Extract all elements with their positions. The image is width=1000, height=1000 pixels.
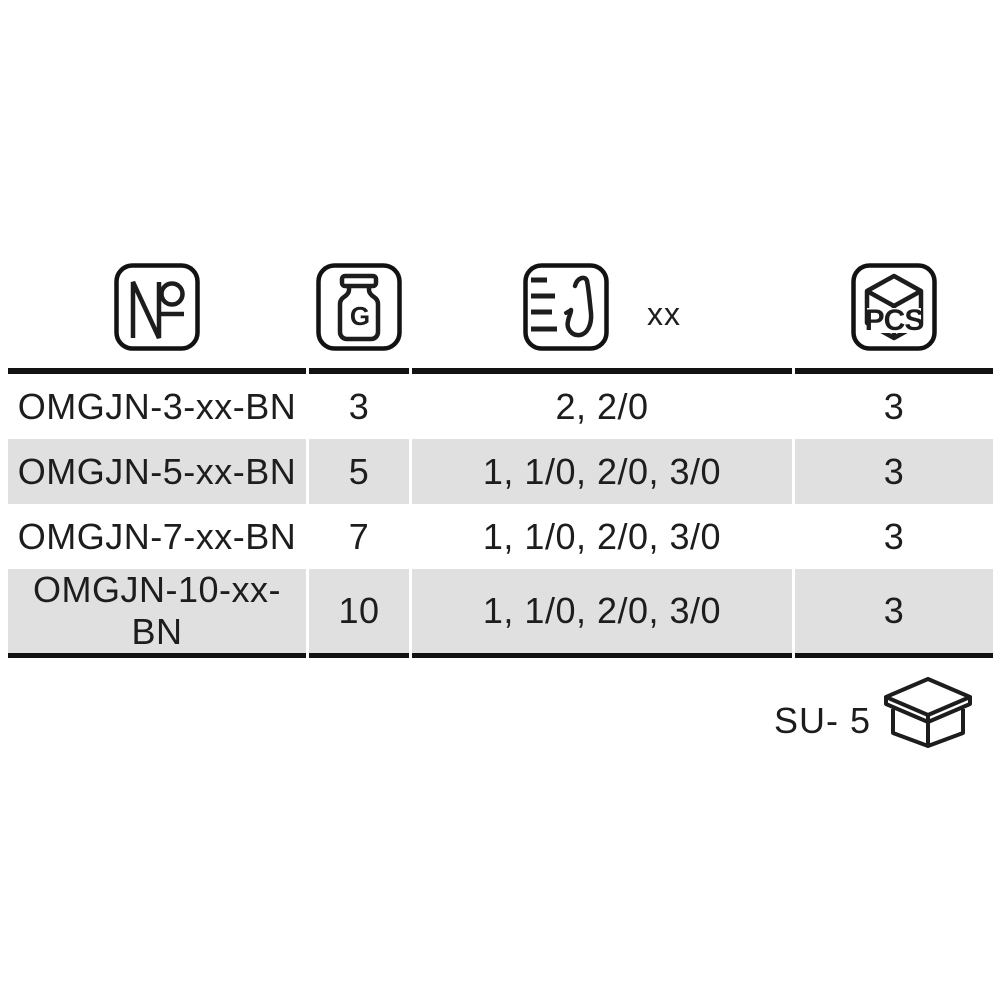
table-row: [8, 504, 993, 569]
packaging-code-label: SU- 5: [773, 700, 871, 741]
column-header-hook-sizes: [412, 263, 792, 374]
cell-pieces: 3: [883, 515, 905, 557]
box-icon: [883, 676, 973, 748]
column-header-pieces: [795, 263, 993, 374]
cell-hook-sizes: 1, 1/0, 2/0, 3/0: [412, 569, 792, 658]
cell-model-code: OMGJN-5-xx-BN: [8, 439, 306, 504]
cell-weight-grams: 10: [309, 569, 409, 658]
numero-icon: [114, 263, 200, 351]
hook-size-icon: [523, 263, 609, 351]
pcs-box-icon: [851, 263, 937, 351]
header-row: [8, 263, 993, 374]
cell-pieces: 3: [883, 385, 905, 427]
spec-table: [5, 263, 996, 658]
cell-model-code: OMGJN-3-xx-BN: [17, 385, 297, 427]
table-row: [8, 569, 993, 658]
cell-weight-grams: 7: [348, 515, 370, 557]
cell-pieces: 3: [795, 569, 993, 658]
cell-hook-sizes: 2, 2/0: [555, 385, 649, 427]
packaging-info: [0, 676, 1000, 748]
table-row: [8, 439, 993, 504]
cell-pieces: 3: [795, 439, 993, 504]
column-header-weight-grams: [309, 263, 409, 374]
cell-hook-sizes: 1, 1/0, 2/0, 3/0: [482, 515, 722, 557]
cell-model-code: OMGJN-10-xx-BN: [8, 569, 306, 658]
cell-weight-grams: 5: [309, 439, 409, 504]
pcs-letters: PCS: [864, 304, 924, 337]
column-header-model-number: [8, 263, 306, 374]
cell-weight-grams: 3: [348, 385, 370, 427]
cell-hook-sizes: 1, 1/0, 2/0, 3/0: [412, 439, 792, 504]
hook-variant-label: xx: [647, 295, 681, 332]
gram-letter: G: [349, 301, 371, 331]
table-row: [8, 374, 993, 439]
cell-model-code: OMGJN-7-xx-BN: [17, 515, 297, 557]
gram-weight-icon: [316, 263, 402, 351]
